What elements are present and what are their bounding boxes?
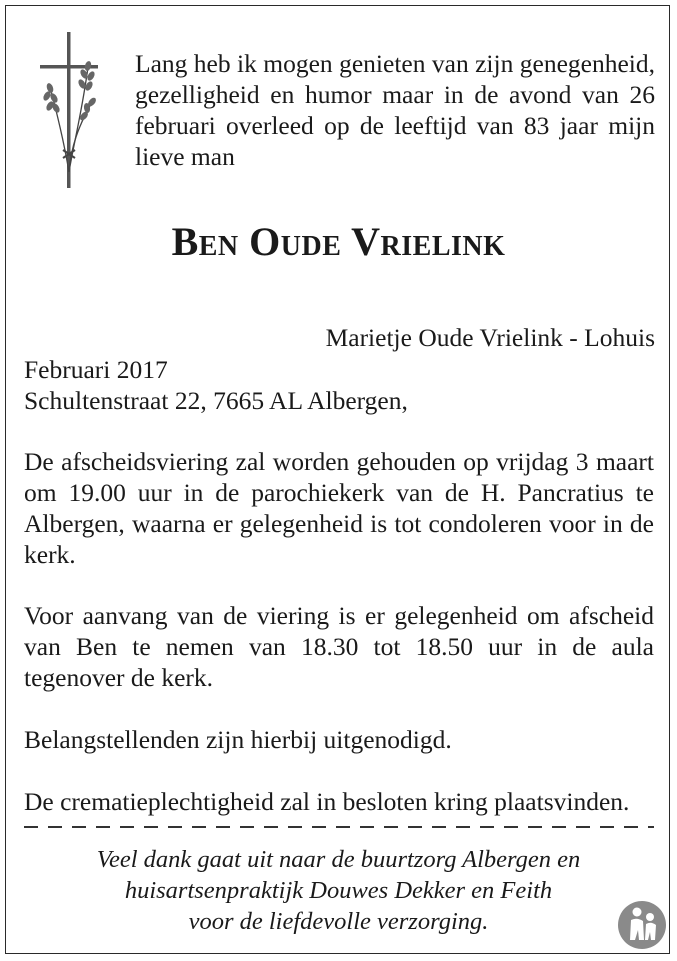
- notice-date: Februari 2017: [24, 355, 168, 384]
- date-address-block: [24, 354, 408, 416]
- thanks-block: [0, 844, 677, 937]
- thanks-line: Veel dank gaat uit naar de buurtzorg Albergen en: [96, 846, 581, 873]
- thanks-line: voor de liefdevolle verzorging.: [188, 908, 489, 935]
- ceremony-paragraph: De afscheidsviering zal worden gehouden op vrijdag 3 maart om 19.00 uur in de parochiekerk van de H. Pancratius te Albergen, waarna er gelegenheid is tot condoleren voor in de kerk.: [24, 447, 654, 569]
- intro-text: Lang heb ik mogen genieten van zijn genegenheid, gezelligheid en humor maar in de avond van 26 februari overleed op de leeftijd van 83 jaar mijn lieve man: [135, 49, 655, 171]
- memorial-logo-icon: [617, 900, 667, 950]
- cross-with-wheat-icon: [38, 32, 100, 188]
- farewell-paragraph: Voor aanvang van de viering is er gelegenheid om afscheid van Ben te nemen van 18.30 tot 18.50 uur in de aula tegenover de kerk.: [24, 601, 654, 692]
- deceased-name: Ben Oude Vrielink: [171, 219, 506, 264]
- thanks-line: huisartsenpraktijk Douwes Dekker en Feith: [124, 877, 553, 904]
- signer-name: Marietje Oude Vrielink - Lohuis: [325, 323, 655, 352]
- invitation-paragraph: Belangstellenden zijn hierbij uitgenodigd.: [24, 725, 452, 754]
- address: Schultenstraat 22, 7665 AL Albergen,: [24, 386, 408, 415]
- cremation-paragraph: De crematieplechtigheid zal in besloten kring plaatsvinden.: [24, 787, 630, 816]
- dashed-divider: [24, 826, 654, 828]
